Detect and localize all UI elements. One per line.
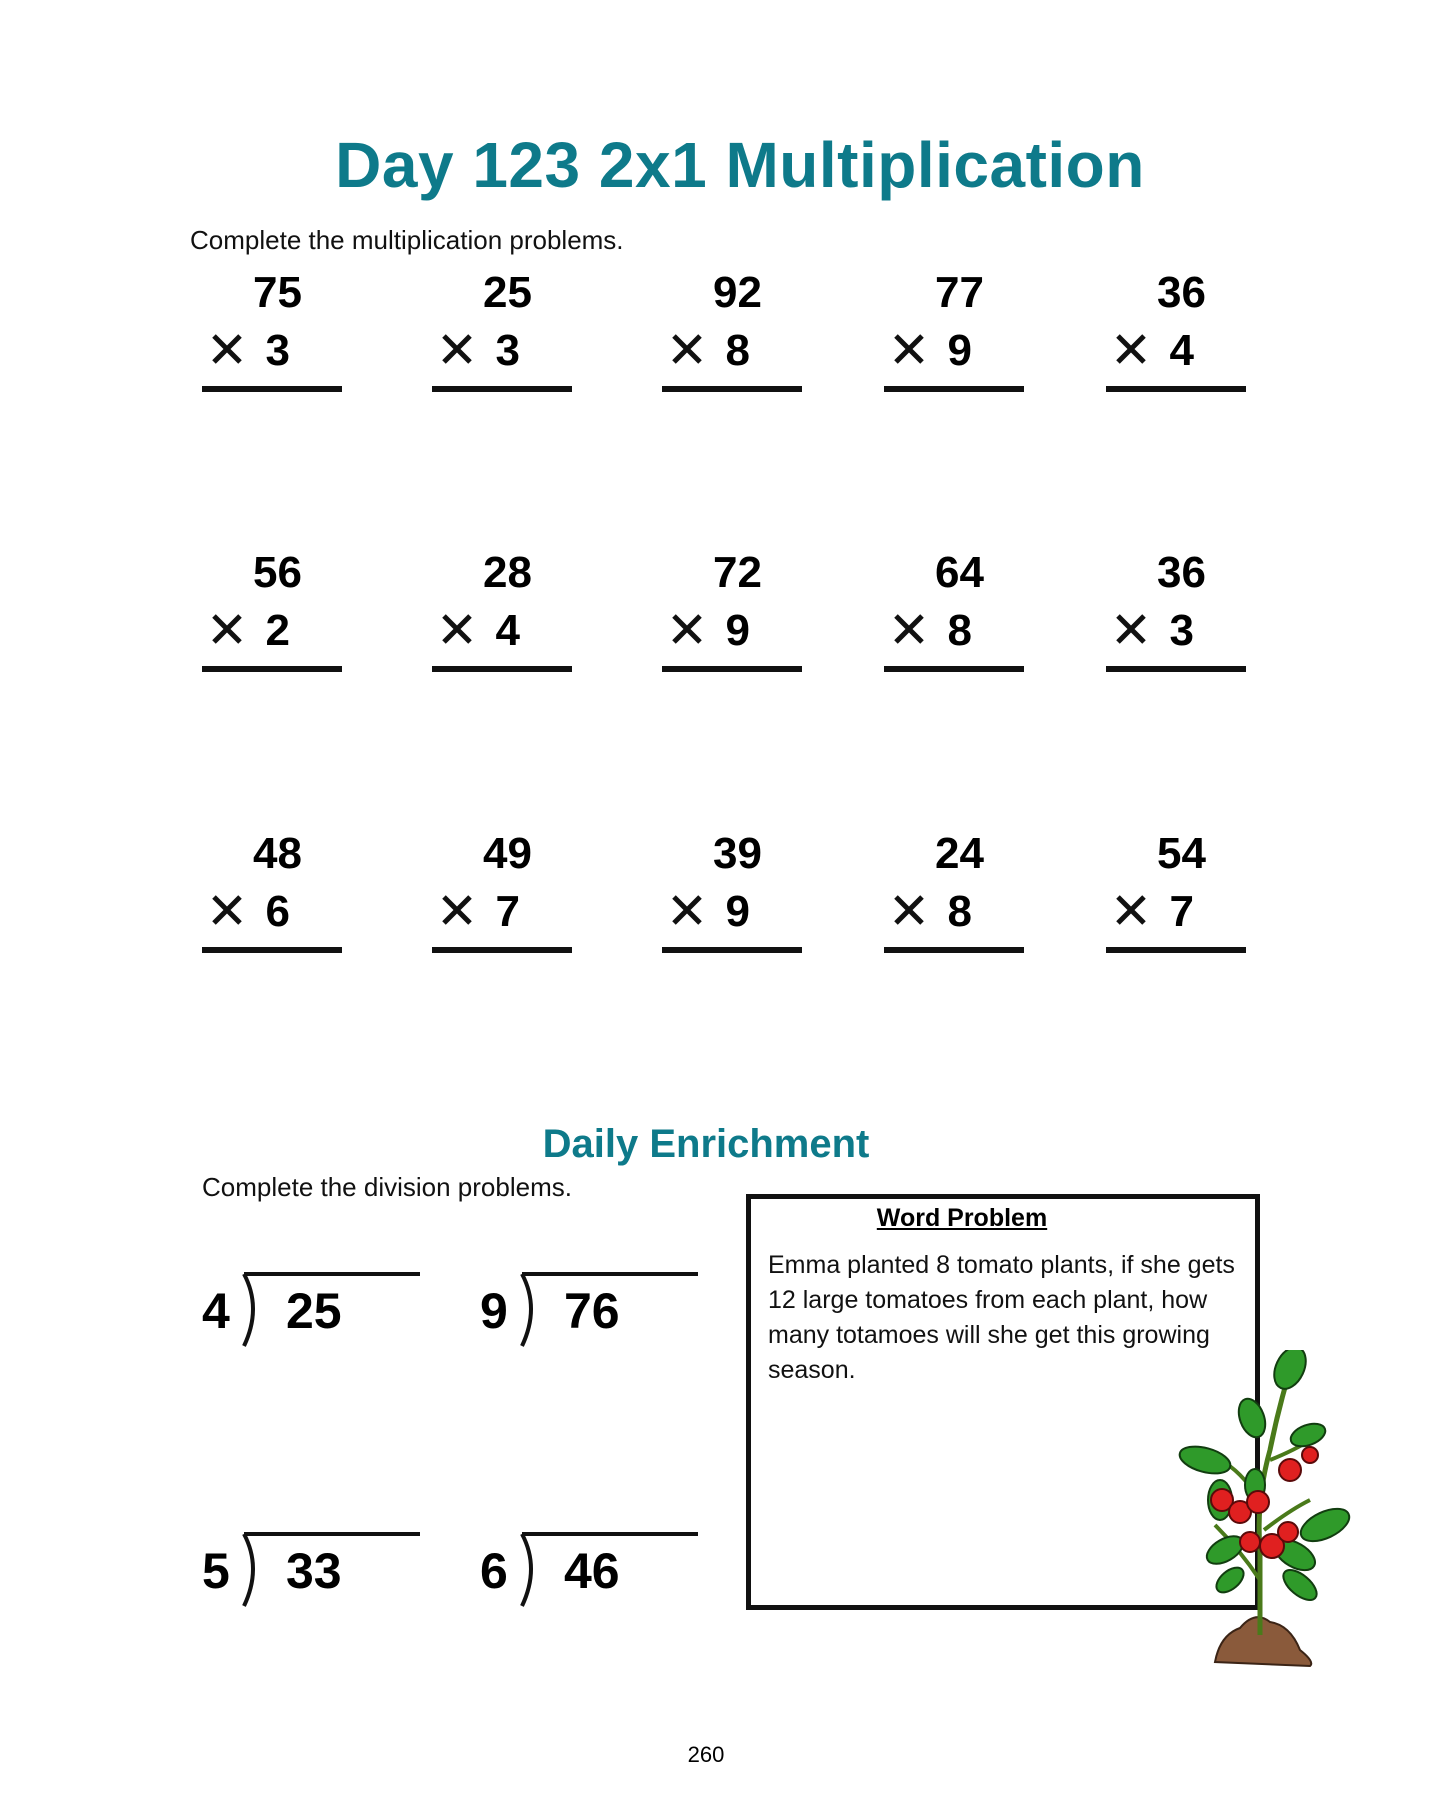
word-problem-text: Emma planted 8 tomato plants, if she gets 12 large tomatoes from each plant, how many totamoes will she get this growing season. <box>768 1251 1235 1384</box>
enrichment-title: Daily Enrichment <box>542 1122 870 1166</box>
multiplier: 8 <box>947 887 972 936</box>
division-problem <box>202 1270 422 1380</box>
multiplication-problem <box>202 268 342 398</box>
division-instructions: Complete the division problems. <box>202 1172 572 1202</box>
multiplication-problem <box>1106 829 1246 959</box>
multiplication-problem <box>432 548 572 678</box>
multiplicand: 48 <box>253 829 302 878</box>
word-problem-title: Word Problem <box>876 1204 1048 1232</box>
times-icon <box>892 332 926 366</box>
multiplicand: 54 <box>1157 829 1206 878</box>
answer-line <box>432 386 572 392</box>
multiplier: 4 <box>1169 326 1194 375</box>
multiplicand: 92 <box>713 268 762 317</box>
answer-line <box>202 666 342 672</box>
multiplicand: 39 <box>713 829 762 878</box>
multiplication-problem <box>1106 548 1246 678</box>
times-icon <box>670 332 704 366</box>
multiplier: 7 <box>495 887 520 936</box>
multiplicand: 24 <box>935 829 984 878</box>
times-icon <box>892 612 926 646</box>
multiplier: 8 <box>725 326 750 375</box>
answer-line <box>1106 386 1246 392</box>
times-icon <box>670 612 704 646</box>
multiplication-problem <box>662 829 802 959</box>
answer-line <box>202 386 342 392</box>
multiplier: 6 <box>265 887 290 936</box>
division-problem <box>480 1530 700 1640</box>
multiplicand: 77 <box>935 268 984 317</box>
division-problem <box>202 1530 422 1640</box>
divisor: 4 <box>202 1283 230 1339</box>
multiplication-problem <box>202 548 342 678</box>
division-problem <box>480 1270 700 1380</box>
divisor: 6 <box>480 1543 508 1599</box>
multiplier: 2 <box>265 606 290 655</box>
multiplier: 8 <box>947 606 972 655</box>
multiplication-problem <box>1106 268 1246 398</box>
multiplicand: 25 <box>483 268 532 317</box>
multiplicand: 56 <box>253 548 302 597</box>
multiplication-problem <box>884 268 1024 398</box>
multiplicand: 36 <box>1157 548 1206 597</box>
multiplier: 9 <box>725 606 750 655</box>
multiplication-problem <box>662 268 802 398</box>
multiplicand: 64 <box>935 548 984 597</box>
answer-line <box>884 666 1024 672</box>
times-icon <box>892 893 926 927</box>
times-icon <box>1114 332 1148 366</box>
multiplicand: 36 <box>1157 268 1206 317</box>
answer-line <box>662 386 802 392</box>
multiplicand: 49 <box>483 829 532 878</box>
multiplication-problem <box>432 268 572 398</box>
multiplier: 3 <box>1169 606 1194 655</box>
answer-line <box>1106 947 1246 953</box>
multiplier: 3 <box>265 326 290 375</box>
multiplicand: 72 <box>713 548 762 597</box>
multiplier: 4 <box>495 606 520 655</box>
dividend: 76 <box>564 1283 620 1339</box>
answer-line <box>662 947 802 953</box>
times-icon <box>440 332 474 366</box>
multiplier: 9 <box>725 887 750 936</box>
answer-line <box>432 947 572 953</box>
multiplicand: 28 <box>483 548 532 597</box>
times-icon <box>210 612 244 646</box>
multiplication-problem <box>884 829 1024 959</box>
multiplier: 7 <box>1169 887 1194 936</box>
multiplication-instructions: Complete the multiplication problems. <box>190 225 624 255</box>
times-icon <box>210 893 244 927</box>
answer-line <box>884 947 1024 953</box>
dividend: 25 <box>286 1283 342 1339</box>
divisor: 9 <box>480 1283 508 1339</box>
times-icon <box>1114 893 1148 927</box>
answer-line <box>662 666 802 672</box>
times-icon <box>440 893 474 927</box>
answer-line <box>884 386 1024 392</box>
divisor: 5 <box>202 1543 230 1599</box>
multiplication-problem <box>884 548 1024 678</box>
page-title: Day 123 2x1 Multiplication <box>335 129 1145 201</box>
multiplier: 3 <box>495 326 520 375</box>
multiplication-problem <box>202 829 342 959</box>
dividend: 33 <box>286 1543 342 1599</box>
multiplication-problem <box>662 548 802 678</box>
times-icon <box>440 612 474 646</box>
page-number: 260 <box>687 1742 725 1767</box>
answer-line <box>432 666 572 672</box>
multiplication-problem <box>432 829 572 959</box>
answer-line <box>1106 666 1246 672</box>
multiplicand: 75 <box>253 268 302 317</box>
times-icon <box>1114 612 1148 646</box>
times-icon <box>210 332 244 366</box>
dividend: 46 <box>564 1543 620 1599</box>
answer-line <box>202 947 342 953</box>
multiplier: 9 <box>947 326 972 375</box>
times-icon <box>670 893 704 927</box>
tomato-plant-icon <box>1160 1350 1360 1670</box>
